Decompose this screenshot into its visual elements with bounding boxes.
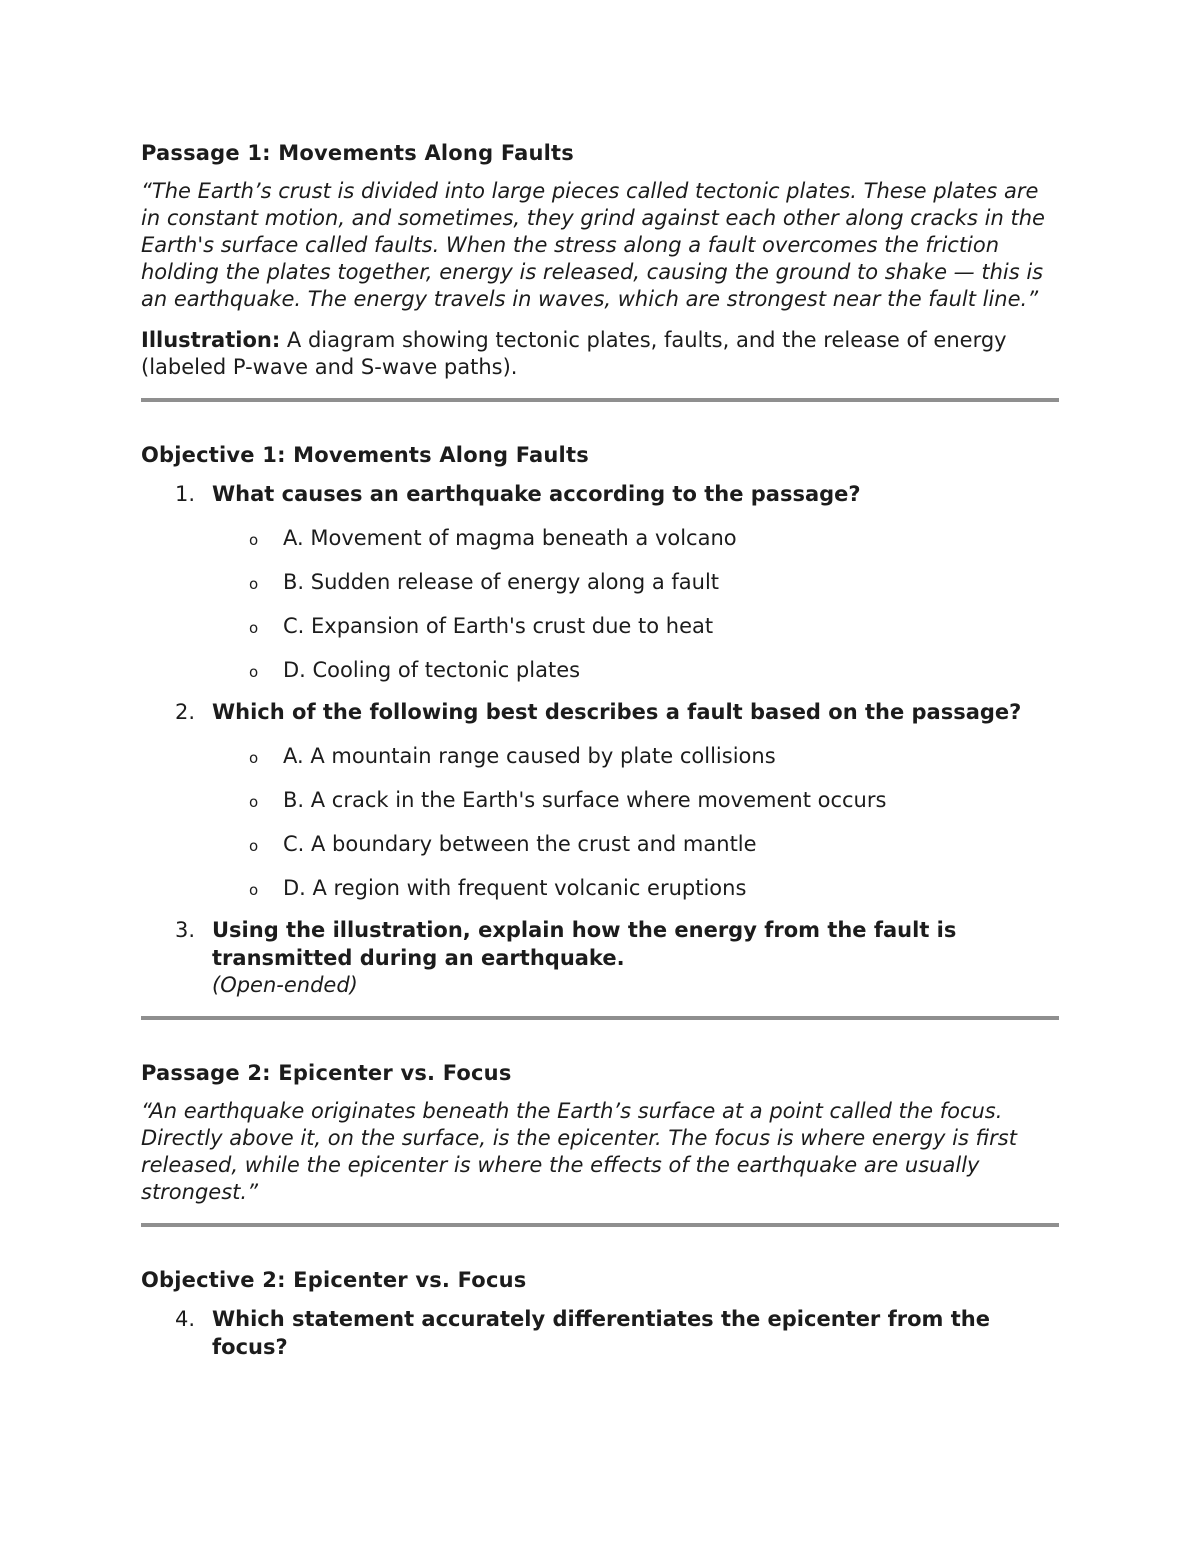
document-page: [141, 138, 1059, 1361]
passage-2-heading: Passage 2: Epicenter vs. Focus: [141, 1061, 512, 1085]
question-list: [141, 1305, 1059, 1361]
answer-options: [212, 524, 1059, 684]
answer-option-d[interactable]: [212, 874, 1059, 902]
bullet-icon: o: [249, 881, 259, 899]
option-label: D. A region with frequent volcanic eruptions: [283, 876, 747, 900]
option-label: D. Cooling of tectonic plates: [283, 658, 581, 682]
answer-option-c[interactable]: [212, 612, 1059, 640]
question-2: [141, 698, 1059, 902]
objective-1-heading: Objective 1: Movements Along Faults: [141, 443, 589, 467]
objective-2-section: [141, 1265, 1059, 1361]
open-ended-note: (Open-ended): [212, 973, 358, 997]
section-divider: [141, 398, 1059, 402]
question-number: 1.: [175, 482, 196, 506]
option-label: B. Sudden release of energy along a fault: [283, 570, 720, 594]
passage-1-heading: Passage 1: Movements Along Faults: [141, 141, 574, 165]
option-label: A. Movement of magma beneath a volcano: [283, 526, 737, 550]
passage-2-section: [141, 1058, 1059, 1206]
passage-2-text: “An earthquake originates beneath the Earth’s surface at a point called the focus. Directly above it, on the surface, is the epicenter. The focus is where energy is first released, while the epicenter is where the effects of the earthquake are usually strongest.”: [141, 1099, 1017, 1204]
answer-option-a[interactable]: [212, 524, 1059, 552]
bullet-icon: o: [249, 793, 259, 811]
section-divider: [141, 1223, 1059, 1227]
question-text: Which of the following best describes a fault based on the passage?: [212, 700, 1022, 724]
answer-option-a[interactable]: [212, 742, 1059, 770]
question-3: [141, 916, 1059, 999]
answer-option-d[interactable]: [212, 656, 1059, 684]
section-divider: [141, 1016, 1059, 1020]
option-label: C. A boundary between the crust and mantle: [283, 832, 757, 856]
objective-2-heading: Objective 2: Epicenter vs. Focus: [141, 1268, 527, 1292]
question-number: 3.: [175, 918, 196, 942]
option-label: B. A crack in the Earth's surface where movement occurs: [283, 788, 887, 812]
illustration-description: [141, 327, 1059, 381]
passage-1-text: “The Earth’s crust is divided into large pieces called tectonic plates. These plates are in constant motion, and sometimes, they grind against each other along cracks in the Earth's surface called faults. When the stress along a fault overcomes the friction holding the plates together, energy is released, causing the ground to shake — this is an earthquake. The energy travels in waves, which are strongest near the fault line.”: [141, 179, 1045, 311]
question-number: 2.: [175, 700, 196, 724]
bullet-icon: o: [249, 837, 259, 855]
bullet-icon: o: [249, 575, 259, 593]
option-label: A. A mountain range caused by plate collisions: [283, 744, 776, 768]
bullet-icon: o: [249, 531, 259, 549]
question-text: Which statement accurately differentiates the epicenter from the focus?: [212, 1307, 990, 1359]
answer-option-b[interactable]: [212, 786, 1059, 814]
passage-1-section: [141, 138, 1059, 381]
bullet-icon: o: [249, 663, 259, 681]
illustration-text: A diagram showing tectonic plates, faults, and the release of energy (labeled P-wave and S-wave paths).: [141, 328, 1007, 379]
answer-option-c[interactable]: [212, 830, 1059, 858]
question-list: [141, 480, 1059, 999]
question-text: What causes an earthquake according to the passage?: [212, 482, 861, 506]
answer-option-b[interactable]: [212, 568, 1059, 596]
bullet-icon: o: [249, 749, 259, 767]
illustration-label: Illustration:: [141, 328, 281, 352]
question-number: 4.: [175, 1307, 196, 1331]
question-4: [141, 1305, 1059, 1361]
bullet-icon: o: [249, 619, 259, 637]
answer-options: [212, 742, 1059, 902]
question-text: Using the illustration, explain how the energy from the fault is transmitted during an earthquake.: [212, 918, 957, 970]
objective-1-section: [141, 440, 1059, 999]
question-1: [141, 480, 1059, 684]
option-label: C. Expansion of Earth's crust due to heat: [283, 614, 714, 638]
